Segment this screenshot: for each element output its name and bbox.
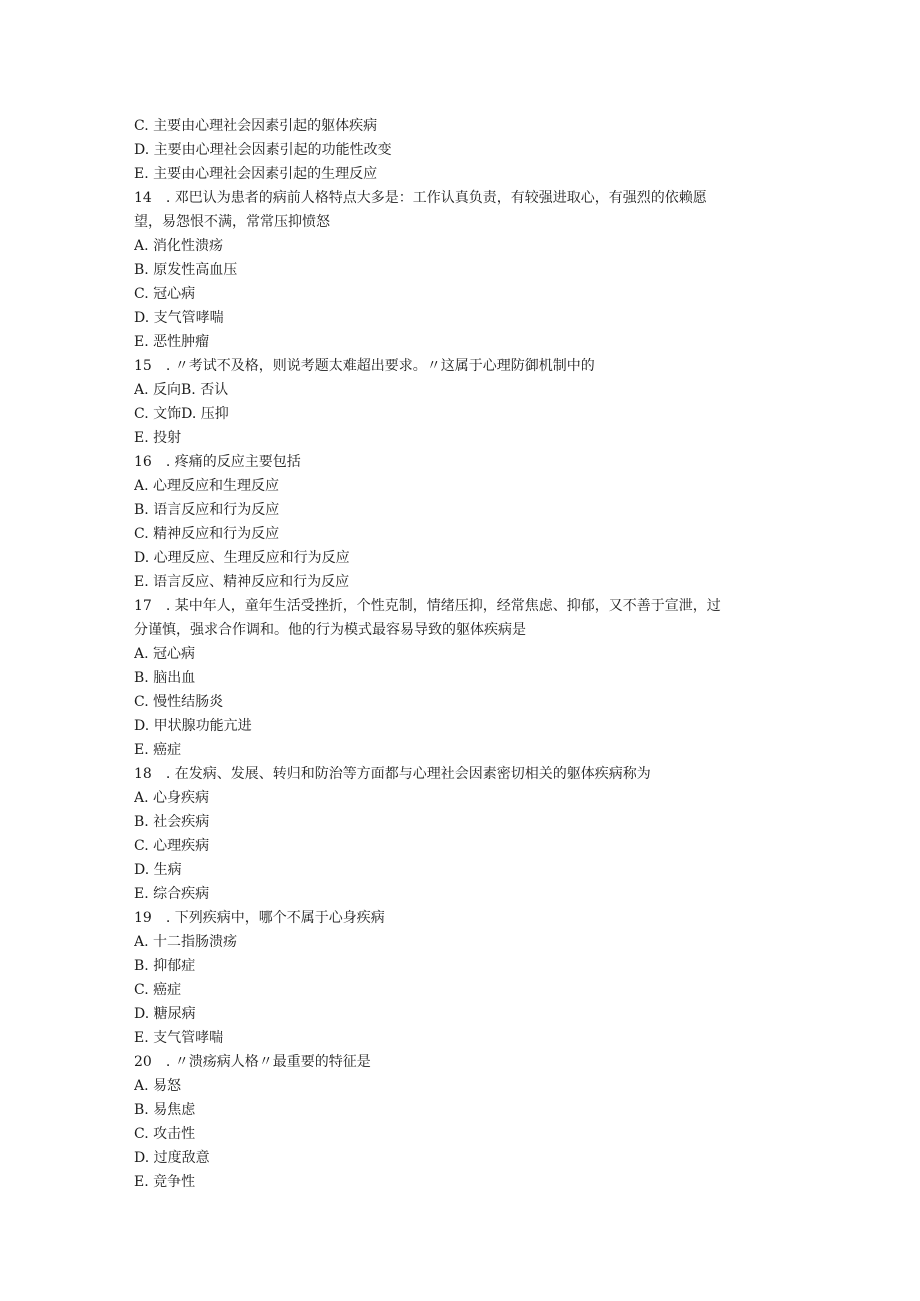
- option-line: C. 慢性结肠炎: [134, 694, 224, 710]
- option-line: B. 原发性高血压: [134, 262, 238, 278]
- option-line: A. 易怒: [134, 1078, 182, 1094]
- option-line: A. 冠心病: [134, 646, 196, 662]
- question-15-text: 15 . 〃考试不及格，则说考题太难超出要求。〃这属于心理防御机制中的: [134, 358, 595, 374]
- option-line: E. 投射: [134, 430, 182, 446]
- option-line: A. 反向B. 否认: [134, 382, 229, 398]
- option-line: D. 糖尿病: [134, 1006, 196, 1022]
- option-line: A. 心理反应和生理反应: [134, 478, 280, 494]
- option-line: E. 支气管哮喘: [134, 1030, 224, 1046]
- option-line: A. 消化性溃疡: [134, 238, 224, 254]
- option-line: D. 主要由心理社会因素引起的功能性改变: [134, 142, 392, 158]
- question-14-text-continued: 望，易怨恨不满，常常压抑愤怒: [134, 214, 330, 230]
- option-line: C. 攻击性: [134, 1126, 196, 1142]
- option-line: B. 易焦虑: [134, 1102, 196, 1118]
- option-line: E. 竞争性: [134, 1174, 196, 1190]
- option-line: C. 主要由心理社会因素引起的躯体疾病: [134, 118, 378, 134]
- option-line: B. 社会疾病: [134, 814, 210, 830]
- question-17-text: 17 . 某中年人，童年生活受挫折，个性克制，情绪压抑，经常焦虑、抑郁，又不善于宣泄，过: [134, 598, 721, 614]
- option-line: C. 心理疾病: [134, 838, 210, 854]
- option-line: B. 脑出血: [134, 670, 196, 686]
- option-line: B. 抑郁症: [134, 958, 196, 974]
- option-line: E. 综合疾病: [134, 886, 210, 902]
- option-line: E. 语言反应、精神反应和行为反应: [134, 574, 350, 590]
- option-line: D. 心理反应、生理反应和行为反应: [134, 550, 350, 566]
- question-20-text: 20 . 〃溃疡病人格〃最重要的特征是: [134, 1054, 371, 1070]
- option-line: A. 心身疾病: [134, 790, 210, 806]
- option-line: E. 癌症: [134, 742, 182, 758]
- option-line: E. 主要由心理社会因素引起的生理反应: [134, 166, 378, 182]
- question-19-text: 19 . 下列疾病中，哪个不属于心身疾病: [134, 910, 385, 926]
- option-line: C. 癌症: [134, 982, 182, 998]
- option-line: C. 冠心病: [134, 286, 196, 302]
- question-14-text: 14 . 邓巴认为患者的病前人格特点大多是：工作认真负责，有较强进取心，有强烈的依赖愿: [134, 190, 707, 206]
- question-16-text: 16 . 疼痛的反应主要包括: [134, 454, 301, 470]
- option-line: C. 精神反应和行为反应: [134, 526, 280, 542]
- question-17-text-continued: 分谨慎，强求合作调和。他的行为模式最容易导致的躯体疾病是: [134, 622, 526, 638]
- question-18-text: 18 . 在发病、发展、转归和防治等方面都与心理社会因素密切相关的躯体疾病称为: [134, 766, 651, 782]
- option-line: D. 支气管哮喘: [134, 310, 224, 326]
- option-line: A. 十二指肠溃疡: [134, 934, 238, 950]
- document-body: [134, 114, 784, 1194]
- option-line: C. 文饰D. 压抑: [134, 406, 229, 422]
- option-line: D. 过度敌意: [134, 1150, 210, 1166]
- option-line: D. 生病: [134, 862, 182, 878]
- option-line: D. 甲状腺功能亢进: [134, 718, 252, 734]
- option-line: E. 恶性肿瘤: [134, 334, 210, 350]
- option-line: B. 语言反应和行为反应: [134, 502, 280, 518]
